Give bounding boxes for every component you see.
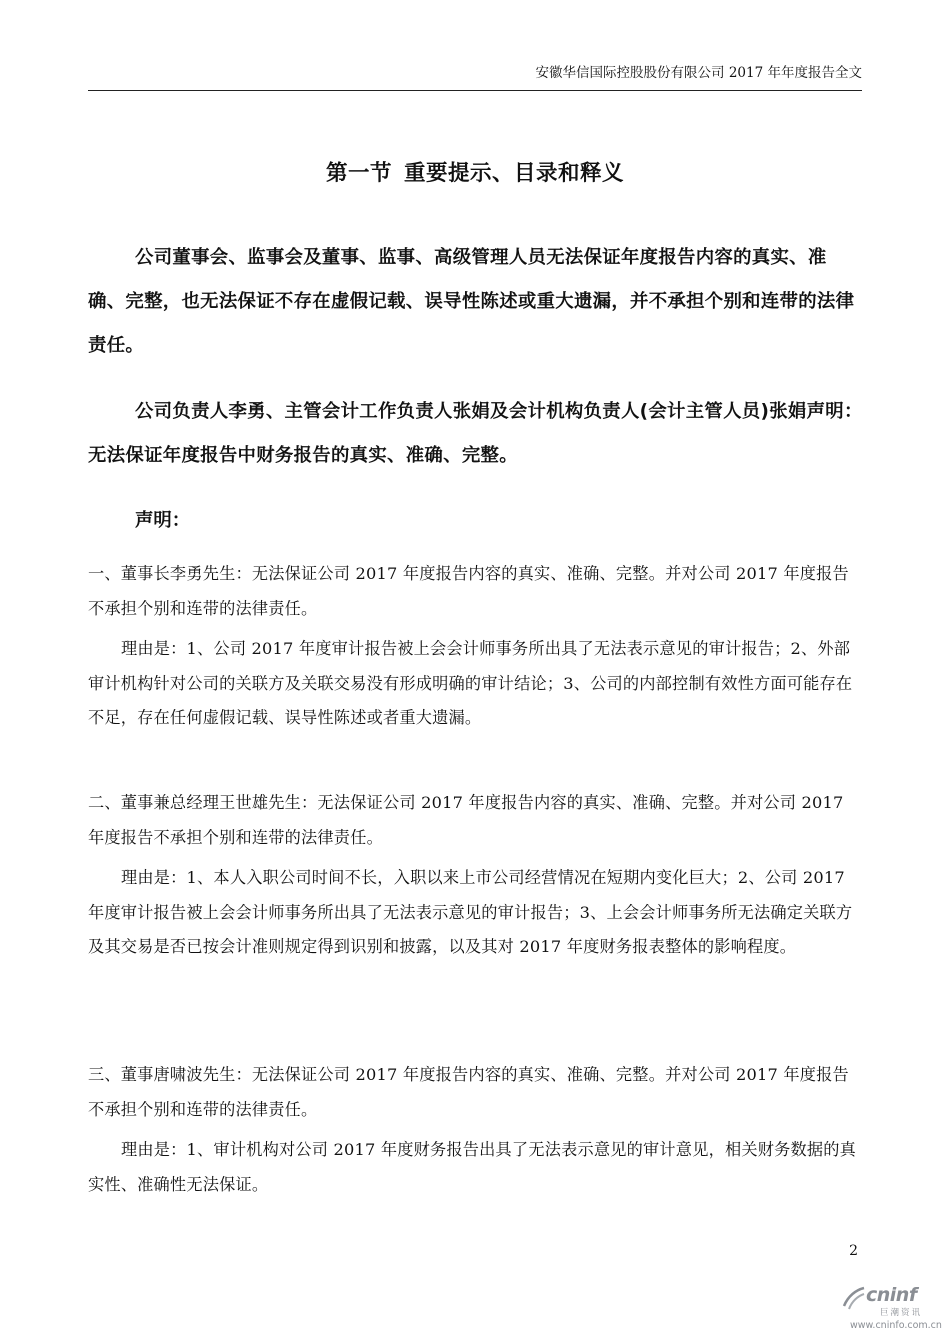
page-header bbox=[88, 64, 862, 91]
notice-paragraph-board: 公司董事会、监事会及董事、监事、高级管理人员无法保证年度报告内容的真实、准确、完整，也无法保证不存在虚假记载、误导性陈述或重大遗漏，并不承担个别和连带的法律责任。 bbox=[88, 247, 855, 356]
cninfo-logo bbox=[820, 1282, 948, 1338]
statement-3: 三、董事唐啸波先生：无法保证公司 2017 年度报告内容的真实、准确、完整。并对公司 2017 年度报告不承担个别和连带的法律责任。 bbox=[88, 1065, 849, 1119]
section-label: 第一节 bbox=[325, 161, 392, 186]
reason-1: 理由是：1、公司 2017 年度审计报告被上会会计师事务所出具了无法表示意见的审计报告；2、外部审计机构针对公司的关联方及关联交易没有形成明确的审计结论；3、公司的内部控制有效性方面可能存在不足，存在任何虚假记载、误导性陈述或者重大遗漏。 bbox=[88, 639, 853, 727]
statement-2: 二、董事兼总经理王世雄先生：无法保证公司 2017 年度报告内容的真实、准确、完整。并对公司 2017 年度报告不承担个别和连带的法律责任。 bbox=[88, 793, 844, 847]
notice-paragraph-responsible: 公司负责人李勇、主管会计工作负责人张娟及会计机构负责人(会计主管人员)张娟声明：无法保证年度报告中财务报告的真实、准确、完整。 bbox=[88, 401, 863, 466]
reason-2: 理由是：1、本人入职公司时间不长，入职以来上市公司经营情况在短期内变化巨大；2、公司 2017 年度审计报告被上会会计师事务所出具了无法表示意见的审计报告；3、上会会计师事务所无法确定关联方及其交易是否已按会计准则规定得到识别和披露，以及其对 2017 年度财务报表整体的影响程度。 bbox=[88, 868, 853, 956]
reason-3: 理由是：1、审计机构对公司 2017 年度财务报告出具了无法表示意见的审计意见，相关财务数据的真实性、准确性无法保证。 bbox=[88, 1140, 857, 1194]
logo-url: www.cninfo.com.cn bbox=[850, 1320, 942, 1331]
cninfo-mark-icon bbox=[838, 1284, 866, 1314]
declaration-label: 声明： bbox=[135, 510, 191, 531]
logo-chinese: 巨潮资讯 bbox=[880, 1308, 923, 1318]
header-text: 安徽华信国际控股股份有限公司 2017 年年度报告全文 bbox=[535, 65, 862, 81]
statement-1: 一、董事长李勇先生：无法保证公司 2017 年度报告内容的真实、准确、完整。并对公司 2017 年度报告不承担个别和连带的法律责任。 bbox=[88, 564, 849, 618]
logo-word: cninf bbox=[866, 1284, 917, 1306]
section-title bbox=[0, 156, 950, 187]
page-number: 2 bbox=[849, 1243, 858, 1259]
section-heading: 重要提示、目录和释义 bbox=[404, 161, 625, 186]
